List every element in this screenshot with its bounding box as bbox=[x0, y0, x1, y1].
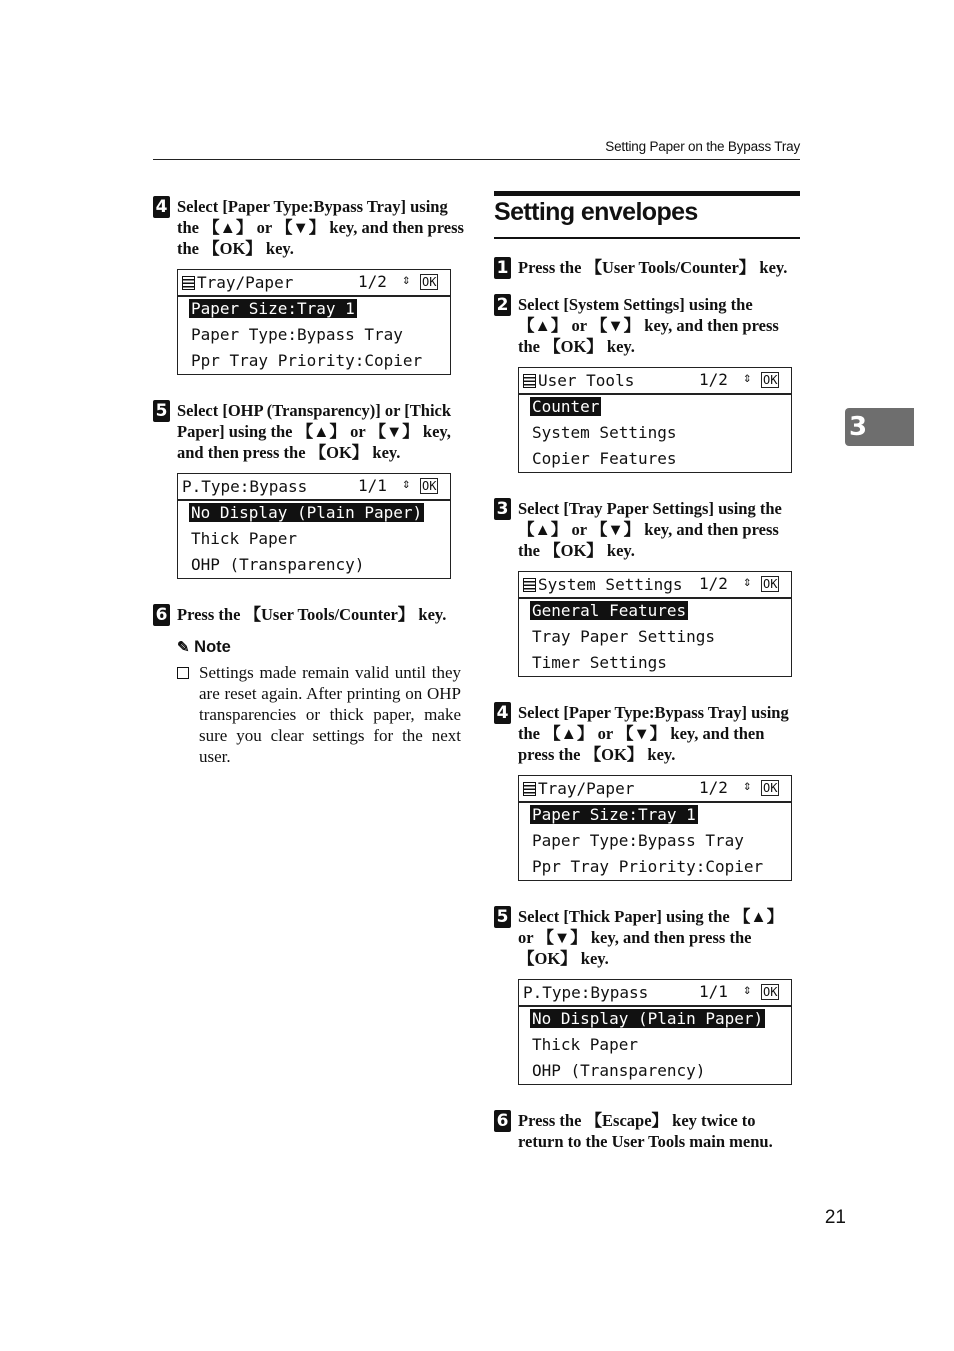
lcd-page-indicator: 1/2 bbox=[358, 272, 387, 291]
lcd-divider bbox=[178, 499, 450, 501]
note-heading bbox=[177, 638, 231, 657]
document-icon bbox=[523, 374, 536, 388]
step-text: Select [OHP (Transparency)] or [Thick Paper] using the 【▲】 or 【▼】 key, and then press the 【OK】 key. bbox=[177, 401, 452, 462]
lcd-title: User Tools bbox=[538, 371, 635, 390]
lcd-item-selected: Paper Size:Tray 1 bbox=[191, 299, 355, 318]
lcd-item: Tray Paper Settings bbox=[532, 627, 716, 646]
ok-key-icon: OK bbox=[422, 275, 437, 289]
lcd-item: Timer Settings bbox=[532, 653, 667, 672]
document-icon bbox=[523, 578, 536, 592]
step-number: 1 bbox=[494, 257, 511, 279]
lcd-item: OHP (Transparency) bbox=[191, 555, 365, 574]
lcd-page-indicator: 1/1 bbox=[358, 476, 387, 495]
step-text: Press the 【User Tools/Counter】 key. bbox=[518, 258, 788, 277]
lcd-divider bbox=[519, 393, 791, 395]
step-number: 4 bbox=[153, 196, 170, 218]
step-number: 2 bbox=[494, 294, 511, 316]
lcd-screen-paper-type bbox=[177, 473, 451, 579]
ok-key-icon: OK bbox=[422, 479, 437, 493]
lcd-page-indicator: 1/2 bbox=[699, 574, 728, 593]
section-title: Setting envelopes bbox=[494, 198, 698, 226]
section-top-rule bbox=[494, 191, 800, 196]
up-down-arrows-icon: ⇕ bbox=[743, 370, 752, 386]
checkbox-bullet-icon bbox=[177, 667, 189, 679]
lcd-screen-tray-paper bbox=[518, 775, 792, 881]
lcd-screen-user-tools bbox=[518, 367, 792, 473]
pencil-icon: ✎ bbox=[177, 639, 190, 656]
note-title: Note bbox=[194, 638, 231, 656]
step-number: 4 bbox=[494, 702, 511, 724]
lcd-title: System Settings bbox=[538, 575, 683, 594]
lcd-item-selected: Counter bbox=[532, 397, 600, 416]
header-rule bbox=[153, 159, 800, 160]
step-text: Press the 【Escape】 key twice to return to the User Tools main menu. bbox=[518, 1111, 773, 1151]
step-5-right bbox=[496, 906, 802, 969]
lcd-item: Thick Paper bbox=[532, 1035, 638, 1054]
running-head: Setting Paper on the Bypass Tray bbox=[605, 139, 800, 154]
lcd-item-selected: Paper Size:Tray 1 bbox=[532, 805, 696, 824]
chapter-tab: 3 bbox=[845, 408, 914, 446]
lcd-title: Tray/Paper bbox=[538, 779, 635, 798]
lcd-item: Ppr Tray Priority:Copier bbox=[532, 857, 764, 876]
lcd-item: System Settings bbox=[532, 423, 677, 442]
step-text: Select [Paper Type:Bypass Tray] using the 【▲】 or 【▼】 key, and then press the 【OK】 key. bbox=[518, 703, 789, 764]
step-text: Select [Tray Paper Settings] using the 【▲】 or 【▼】 key, and then press the 【OK】 key. bbox=[518, 499, 782, 560]
step-2-right bbox=[496, 294, 802, 357]
step-text: Select [Paper Type:Bypass Tray] using the 【▲】 or 【▼】 key, and then press the 【OK】 key. bbox=[177, 197, 464, 258]
lcd-item-selected: General Features bbox=[532, 601, 687, 620]
lcd-screen-tray-paper bbox=[177, 269, 451, 375]
up-down-arrows-icon: ⇕ bbox=[743, 982, 752, 998]
step-text: Select [System Settings] using the 【▲】 or 【▼】 key, and then press the 【OK】 key. bbox=[518, 295, 779, 356]
step-number: 3 bbox=[494, 498, 511, 520]
lcd-item: Paper Type:Bypass Tray bbox=[191, 325, 403, 344]
step-1-right bbox=[496, 257, 802, 278]
step-text: Select [Thick Paper] using the 【▲】 or 【▼】 key, and then press the 【OK】 key. bbox=[518, 907, 784, 968]
lcd-item-selected: No Display (Plain Paper) bbox=[191, 503, 423, 522]
note-text: Settings made remain valid until they are reset again. After printing on OHP transparencies or thick paper, make sure you clear settings for the next user. bbox=[199, 663, 461, 766]
page-number: 21 bbox=[824, 1207, 846, 1228]
lcd-screen-paper-type bbox=[518, 979, 792, 1085]
lcd-title: P.Type:Bypass bbox=[523, 983, 649, 1002]
ok-key-icon: OK bbox=[763, 781, 778, 795]
lcd-divider bbox=[178, 295, 450, 297]
up-down-arrows-icon: ⇕ bbox=[402, 272, 411, 288]
lcd-divider bbox=[519, 597, 791, 599]
document-icon bbox=[523, 782, 536, 796]
step-6-right bbox=[496, 1110, 802, 1152]
lcd-item: Thick Paper bbox=[191, 529, 297, 548]
ok-key-icon: OK bbox=[763, 577, 778, 591]
document-icon bbox=[182, 276, 195, 290]
lcd-divider bbox=[519, 1005, 791, 1007]
step-number: 6 bbox=[153, 604, 170, 626]
lcd-screen-system-settings bbox=[518, 571, 792, 677]
lcd-title: P.Type:Bypass bbox=[182, 477, 308, 496]
step-5-left bbox=[155, 400, 467, 463]
lcd-title: Tray/Paper bbox=[197, 273, 294, 292]
step-6-left bbox=[155, 604, 467, 625]
lcd-item-selected: No Display (Plain Paper) bbox=[532, 1009, 764, 1028]
step-number: 5 bbox=[153, 400, 170, 422]
lcd-page-indicator: 1/2 bbox=[699, 370, 728, 389]
step-3-right bbox=[496, 498, 802, 561]
step-4-left bbox=[155, 196, 467, 259]
lcd-page-indicator: 1/2 bbox=[699, 778, 728, 797]
lcd-divider bbox=[519, 801, 791, 803]
step-text: Press the 【User Tools/Counter】 key. bbox=[177, 605, 447, 624]
lcd-page-indicator: 1/1 bbox=[699, 982, 728, 1001]
section-bottom-rule bbox=[494, 237, 800, 239]
lcd-item: OHP (Transparency) bbox=[532, 1061, 706, 1080]
note-body bbox=[177, 662, 461, 767]
step-number: 6 bbox=[494, 1110, 511, 1132]
ok-key-icon: OK bbox=[763, 985, 778, 999]
lcd-item: Ppr Tray Priority:Copier bbox=[191, 351, 423, 370]
lcd-item: Paper Type:Bypass Tray bbox=[532, 831, 744, 850]
up-down-arrows-icon: ⇕ bbox=[743, 778, 752, 794]
ok-key-icon: OK bbox=[763, 373, 778, 387]
step-4-right bbox=[496, 702, 802, 765]
lcd-item: Copier Features bbox=[532, 449, 677, 468]
up-down-arrows-icon: ⇕ bbox=[743, 574, 752, 590]
up-down-arrows-icon: ⇕ bbox=[402, 476, 411, 492]
step-number: 5 bbox=[494, 906, 511, 928]
